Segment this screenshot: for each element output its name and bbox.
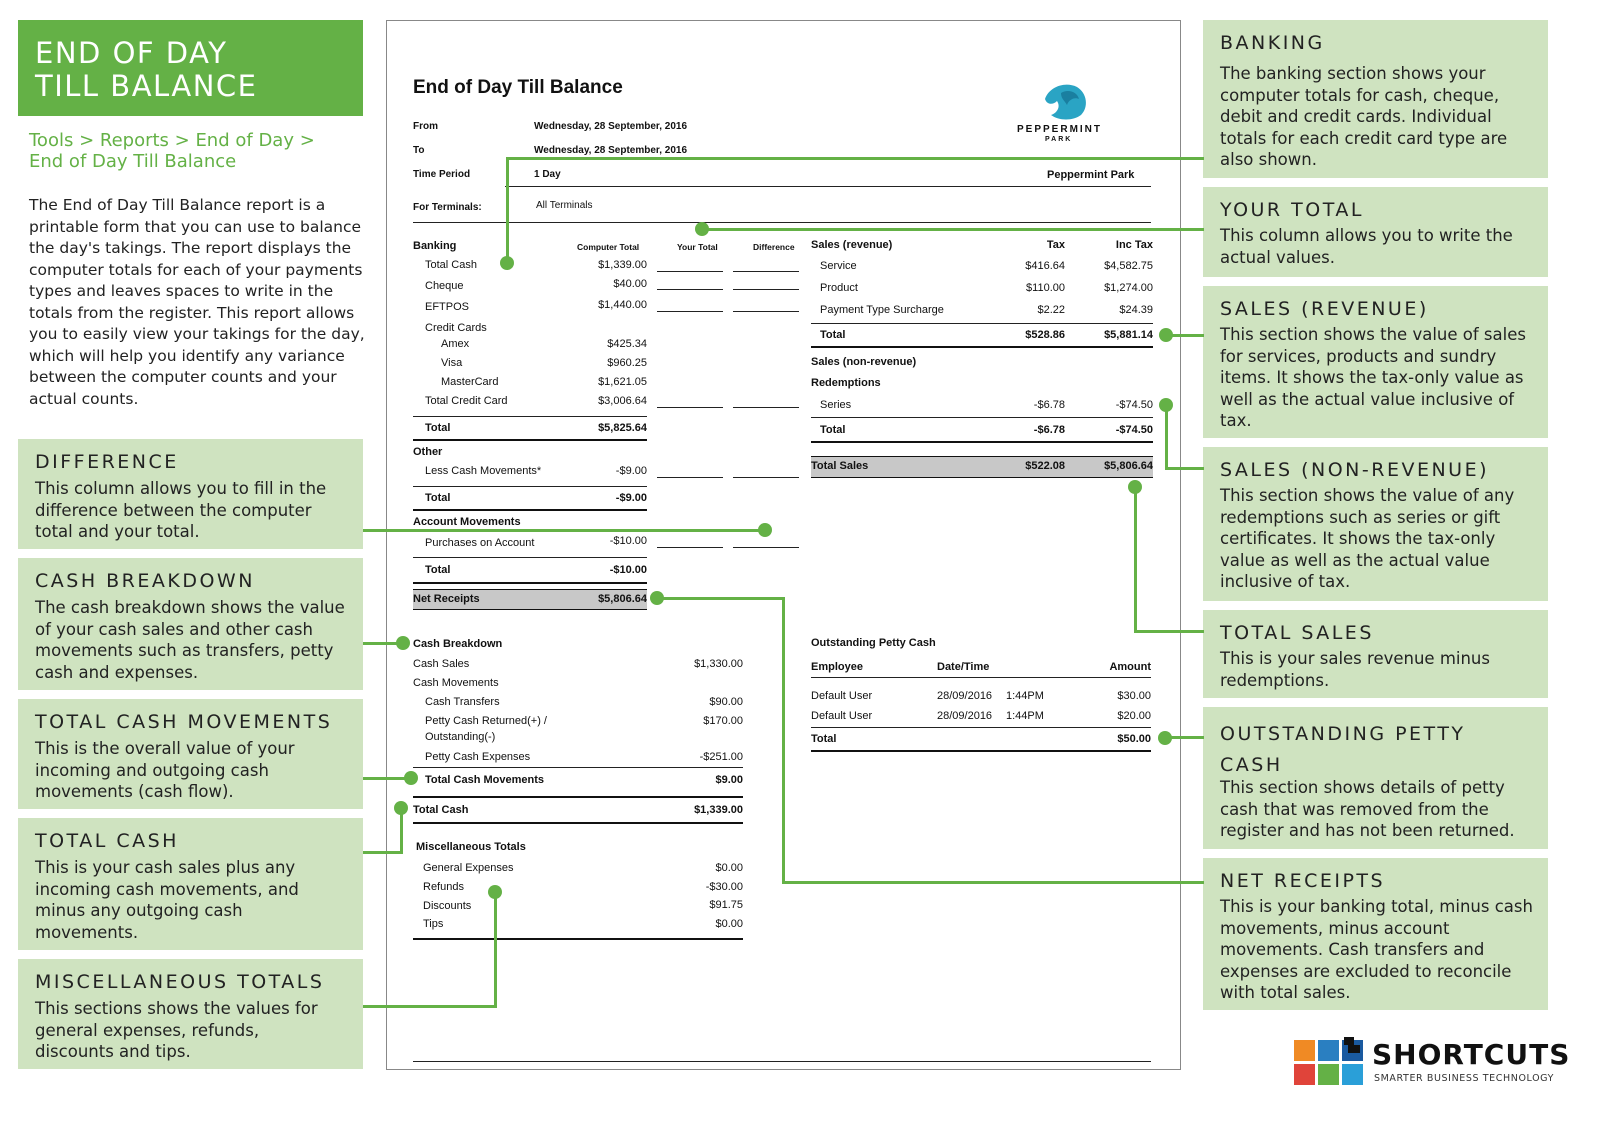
to-value: Wednesday, 28 September, 2016	[534, 145, 688, 156]
non-revenue-total-label: Total	[820, 424, 846, 436]
card-value: $425.34	[607, 338, 647, 350]
sales-row-label: Service	[820, 260, 857, 272]
divider	[811, 441, 1153, 443]
report-title: End of Day Till Balance	[413, 77, 623, 98]
divider	[811, 417, 1153, 418]
divider	[413, 822, 743, 824]
sales-row-inc: $24.39	[1119, 304, 1153, 316]
period-value: 1 Day	[534, 169, 561, 180]
petty-expenses-value: -$251.00	[699, 751, 743, 763]
callout-heading: YOUR TOTAL	[1220, 199, 1364, 221]
shortcuts-logo-icon	[1294, 1037, 1364, 1089]
banking-row-value: $40.00	[613, 278, 647, 290]
account-total-label: Total	[425, 564, 451, 576]
banking-row-label: Cheque	[425, 280, 464, 292]
callout-total-cash-movements	[18, 699, 363, 809]
callout-heading: NET RECEIPTS	[1220, 870, 1386, 892]
misc-row-value: $0.00	[715, 918, 743, 930]
col-difference: Difference	[753, 242, 795, 252]
logo-line-1: PEPPERMINT	[1017, 124, 1103, 135]
callout-heading: TOTAL SALES	[1220, 622, 1374, 644]
banking-total-value: $5,825.64	[598, 422, 647, 434]
your-total-blank	[657, 271, 723, 272]
col-date-time: Date/Time	[937, 661, 990, 673]
cash-transfers-label: Cash Transfers	[425, 696, 500, 708]
terminals-label: For Terminals:	[413, 202, 482, 213]
non-revenue-heading: Sales (non-revenue)	[811, 356, 917, 368]
banking-heading: Banking	[413, 240, 457, 252]
difference-blank	[733, 407, 799, 408]
callout-text: This is your banking total, minus cash movements, minus account movements. Cash transfers and expenses are excluded to reconcile with total sales.	[1220, 897, 1533, 1002]
callout-heading: MISCELLANEOUS TOTALS	[35, 971, 325, 993]
petty-total-label: Total	[811, 733, 837, 745]
other-total-value: -$9.00	[615, 492, 647, 504]
total-cash-value: $1,339.00	[694, 804, 743, 816]
terminals-value: All Terminals	[536, 200, 593, 211]
callout-sales-non-revenue	[1203, 447, 1548, 601]
callout-text: The cash breakdown shows the value of your cash sales and other cash movements such as transfers, petty cash and expenses.	[35, 598, 345, 682]
sales-row-tax: $2.22	[1037, 304, 1065, 316]
col-computer-total: Computer Total	[577, 242, 640, 252]
divider	[811, 323, 1153, 324]
col-your-total: Your Total	[677, 242, 718, 252]
from-value: Wednesday, 28 September, 2016	[534, 121, 688, 132]
your-total-blank	[657, 547, 723, 548]
non-revenue-row-tax: -$6.78	[1033, 399, 1065, 411]
other-row-label: Less Cash Movements*	[425, 465, 542, 477]
divider	[413, 222, 1151, 223]
breadcrumb-line-2: End of Day Till Balance	[29, 151, 237, 172]
cash-transfers-value: $90.00	[709, 696, 743, 708]
peppermint-park-logo	[1037, 79, 1097, 124]
divider	[413, 767, 743, 768]
misc-row-value: $0.00	[715, 862, 743, 874]
misc-row-label: Discounts	[423, 900, 472, 912]
divider	[413, 439, 647, 441]
petty-outstanding-label: Outstanding(-)	[425, 731, 496, 743]
callout-miscellaneous-totals	[18, 959, 363, 1069]
misc-row-value: -$30.00	[705, 881, 743, 893]
card-value: $960.25	[607, 357, 647, 369]
misc-row-label: Refunds	[423, 881, 464, 893]
divider	[811, 750, 1151, 752]
total-cash-label: Total Cash	[413, 804, 469, 816]
misc-heading: Miscellaneous Totals	[416, 841, 526, 853]
misc-row-label: General Expenses	[423, 862, 514, 874]
account-heading: Account Movements	[413, 516, 521, 528]
difference-blank	[733, 311, 799, 312]
petty-date: 28/09/2016	[937, 690, 993, 702]
non-revenue-total-inc: -$74.50	[1115, 424, 1153, 436]
callout-net-receipts	[1203, 858, 1548, 1010]
non-revenue-total-tax: -$6.78	[1033, 424, 1065, 436]
callout-heading: TOTAL CASH MOVEMENTS	[35, 711, 333, 733]
period-label: Time Period	[413, 169, 471, 180]
callout-heading: SALES (NON-REVENUE)	[1220, 459, 1489, 481]
difference-blank	[733, 271, 799, 272]
petty-returned-label: Petty Cash Returned(+) /	[425, 715, 547, 727]
title-line-2: TILL BALANCE	[35, 69, 258, 103]
sales-heading: Sales (revenue)	[811, 239, 893, 251]
petty-time: 1:44PM	[1006, 710, 1044, 722]
callout-heading: BANKING	[1220, 32, 1325, 54]
banking-row-label: Total Cash	[425, 259, 477, 271]
banking-row-value: $1,440.00	[598, 299, 647, 311]
business-name: Peppermint Park	[1047, 169, 1135, 181]
callout-text: This is the overall value of your incoming and outgoing cash movements (cash flow).	[35, 739, 295, 801]
logo-line-2: PARK	[1045, 136, 1073, 143]
petty-total-value: $50.00	[1117, 733, 1151, 745]
callout-text: The banking section shows your computer totals for cash, cheque, debit and credit cards. Individual totals for each credit card type are also shown.	[1220, 64, 1508, 169]
card-label: Visa	[441, 357, 463, 369]
breadcrumb-line-1: Tools > Reports > End of Day >	[29, 130, 315, 151]
callout-text: This is your cash sales plus any incoming cash movements, and minus any outgoing cash movements.	[35, 858, 299, 942]
total-credit-card-value: $3,006.64	[598, 395, 647, 407]
card-label: Amex	[441, 338, 470, 350]
card-value: $1,621.05	[598, 376, 647, 388]
col-inc-tax: Inc Tax	[1115, 239, 1153, 251]
sales-row-label: Payment Type Surcharge	[820, 304, 944, 316]
petty-amount: $30.00	[1117, 690, 1151, 702]
cash-sales-label: Cash Sales	[413, 658, 470, 670]
sales-row-label: Product	[820, 282, 858, 294]
callout-heading: OUTSTANDING PETTY CASH	[1220, 723, 1466, 776]
callout-heading: SALES (REVENUE)	[1220, 298, 1429, 320]
card-label: MasterCard	[441, 376, 499, 388]
redemptions-heading: Redemptions	[811, 377, 881, 389]
total-cash-movements-label: Total Cash Movements	[425, 774, 544, 786]
callout-text: This column allows you to fill in the difference between the computer total and your total.	[35, 479, 327, 541]
callout-your-total	[1203, 187, 1548, 277]
petty-amount: $20.00	[1117, 710, 1151, 722]
col-employee: Employee	[811, 661, 863, 673]
net-receipts-label: Net Receipts	[413, 593, 480, 605]
callout-cash-breakdown	[18, 558, 363, 690]
cash-sales-value: $1,330.00	[694, 658, 743, 670]
account-total-value: -$10.00	[609, 564, 647, 576]
callout-text: This section shows the value of sales for services, products and sundry items. It shows the tax-only value as well as the actual value inclusive of tax.	[1220, 325, 1526, 430]
callout-heading: CASH BREAKDOWN	[35, 570, 255, 592]
callout-text: This section shows details of petty cash that was removed from the register and has not been returned.	[1220, 778, 1515, 840]
callout-outstanding-petty-cash	[1203, 707, 1548, 849]
callout-heading: DIFFERENCE	[35, 451, 179, 473]
sales-row-inc: $1,274.00	[1104, 282, 1153, 294]
net-receipts-value: $5,806.64	[598, 593, 647, 605]
petty-employee: Default User	[811, 690, 873, 702]
divider	[413, 416, 647, 417]
sales-total-tax: $528.86	[1025, 329, 1065, 341]
total-sales-inc: $5,806.64	[1104, 460, 1153, 472]
callout-banking	[1203, 20, 1548, 178]
your-total-blank	[657, 477, 723, 478]
non-revenue-row-inc: -$74.50	[1115, 399, 1153, 411]
other-total-label: Total	[425, 492, 451, 504]
petty-time: 1:44PM	[1006, 690, 1044, 702]
divider	[413, 486, 647, 487]
title-line-1: END OF DAY	[35, 36, 228, 70]
to-label: To	[413, 145, 425, 156]
title-banner	[18, 20, 363, 116]
total-sales-tax: $522.08	[1025, 460, 1065, 472]
your-total-blank	[657, 407, 723, 408]
divider	[413, 796, 743, 798]
brand-name: SHORTCUTS	[1372, 1038, 1571, 1071]
divider	[811, 346, 1153, 348]
other-heading: Other	[413, 446, 443, 458]
account-row-value: -$10.00	[609, 535, 647, 547]
difference-blank	[733, 289, 799, 290]
sales-total-inc: $5,881.14	[1104, 329, 1153, 341]
callout-total-cash	[18, 818, 363, 950]
callout-heading: TOTAL CASH	[35, 830, 179, 852]
misc-row-value: $91.75	[709, 899, 743, 911]
banking-total-label: Total	[425, 422, 451, 434]
your-total-blank	[657, 289, 723, 290]
difference-blank	[733, 547, 799, 548]
banking-row-value: $1,339.00	[598, 259, 647, 271]
from-label: From	[413, 121, 438, 132]
callout-sales-revenue	[1203, 286, 1548, 438]
callout-text: This is your sales revenue minus redemptions.	[1220, 649, 1490, 690]
total-sales-label: Total Sales	[811, 460, 869, 472]
col-tax: Tax	[1046, 239, 1065, 251]
divider	[413, 557, 647, 558]
total-credit-card-label: Total Credit Card	[425, 395, 508, 407]
sales-row-tax: $416.64	[1025, 260, 1065, 272]
sales-row-tax: $110.00	[1026, 282, 1065, 294]
callout-text: This sections shows the values for general expenses, refunds, discounts and tips.	[35, 999, 318, 1061]
petty-heading: Outstanding Petty Cash	[811, 637, 936, 649]
sales-row-inc: $4,582.75	[1104, 260, 1153, 272]
col-amount: Amount	[1109, 661, 1151, 673]
divider	[413, 582, 647, 584]
difference-blank	[733, 477, 799, 478]
credit-cards-label: Credit Cards	[425, 322, 487, 334]
callout-text: This section shows the value of any redemptions such as series or gift certificates. It shows the tax-only value as well as the actual value inclusive of tax.	[1220, 486, 1515, 591]
account-row-label: Purchases on Account	[425, 537, 535, 549]
divider	[413, 938, 743, 940]
breadcrumb	[29, 130, 359, 172]
footer-rule	[413, 1061, 1151, 1062]
petty-date: 28/09/2016	[937, 710, 993, 722]
cash-breakdown-heading: Cash Breakdown	[413, 638, 503, 650]
petty-returned-value: $170.00	[703, 715, 743, 727]
banking-row-label: EFTPOS	[425, 301, 470, 313]
petty-expenses-label: Petty Cash Expenses	[425, 751, 531, 763]
callout-difference	[18, 439, 363, 549]
callout-text: This column allows you to write the actual values.	[1220, 226, 1513, 267]
your-total-blank	[657, 311, 723, 312]
divider	[413, 509, 647, 511]
divider	[505, 186, 1151, 187]
cash-movements-label: Cash Movements	[413, 677, 499, 689]
misc-row-label: Tips	[423, 918, 444, 930]
sales-total-label: Total	[820, 329, 846, 341]
intro-paragraph: The End of Day Till Balance report is a printable form that you can use to balance the day's takings. The report displays the computer totals for each of your payments types and leaves spaces to write in the totals from the register. This report allows you to easily view your takings for the day, which will help you identify any variance between the computer counts and your actual counts.	[29, 196, 365, 408]
non-revenue-row-label: Series	[820, 399, 852, 411]
other-row-value: -$9.00	[615, 465, 647, 477]
divider	[811, 727, 1151, 728]
petty-employee: Default User	[811, 710, 873, 722]
total-cash-movements-value: $9.00	[715, 774, 743, 786]
brand-tagline: SMARTER BUSINESS TECHNOLOGY	[1374, 1073, 1555, 1084]
callout-total-sales	[1203, 610, 1548, 698]
divider	[811, 677, 1151, 678]
